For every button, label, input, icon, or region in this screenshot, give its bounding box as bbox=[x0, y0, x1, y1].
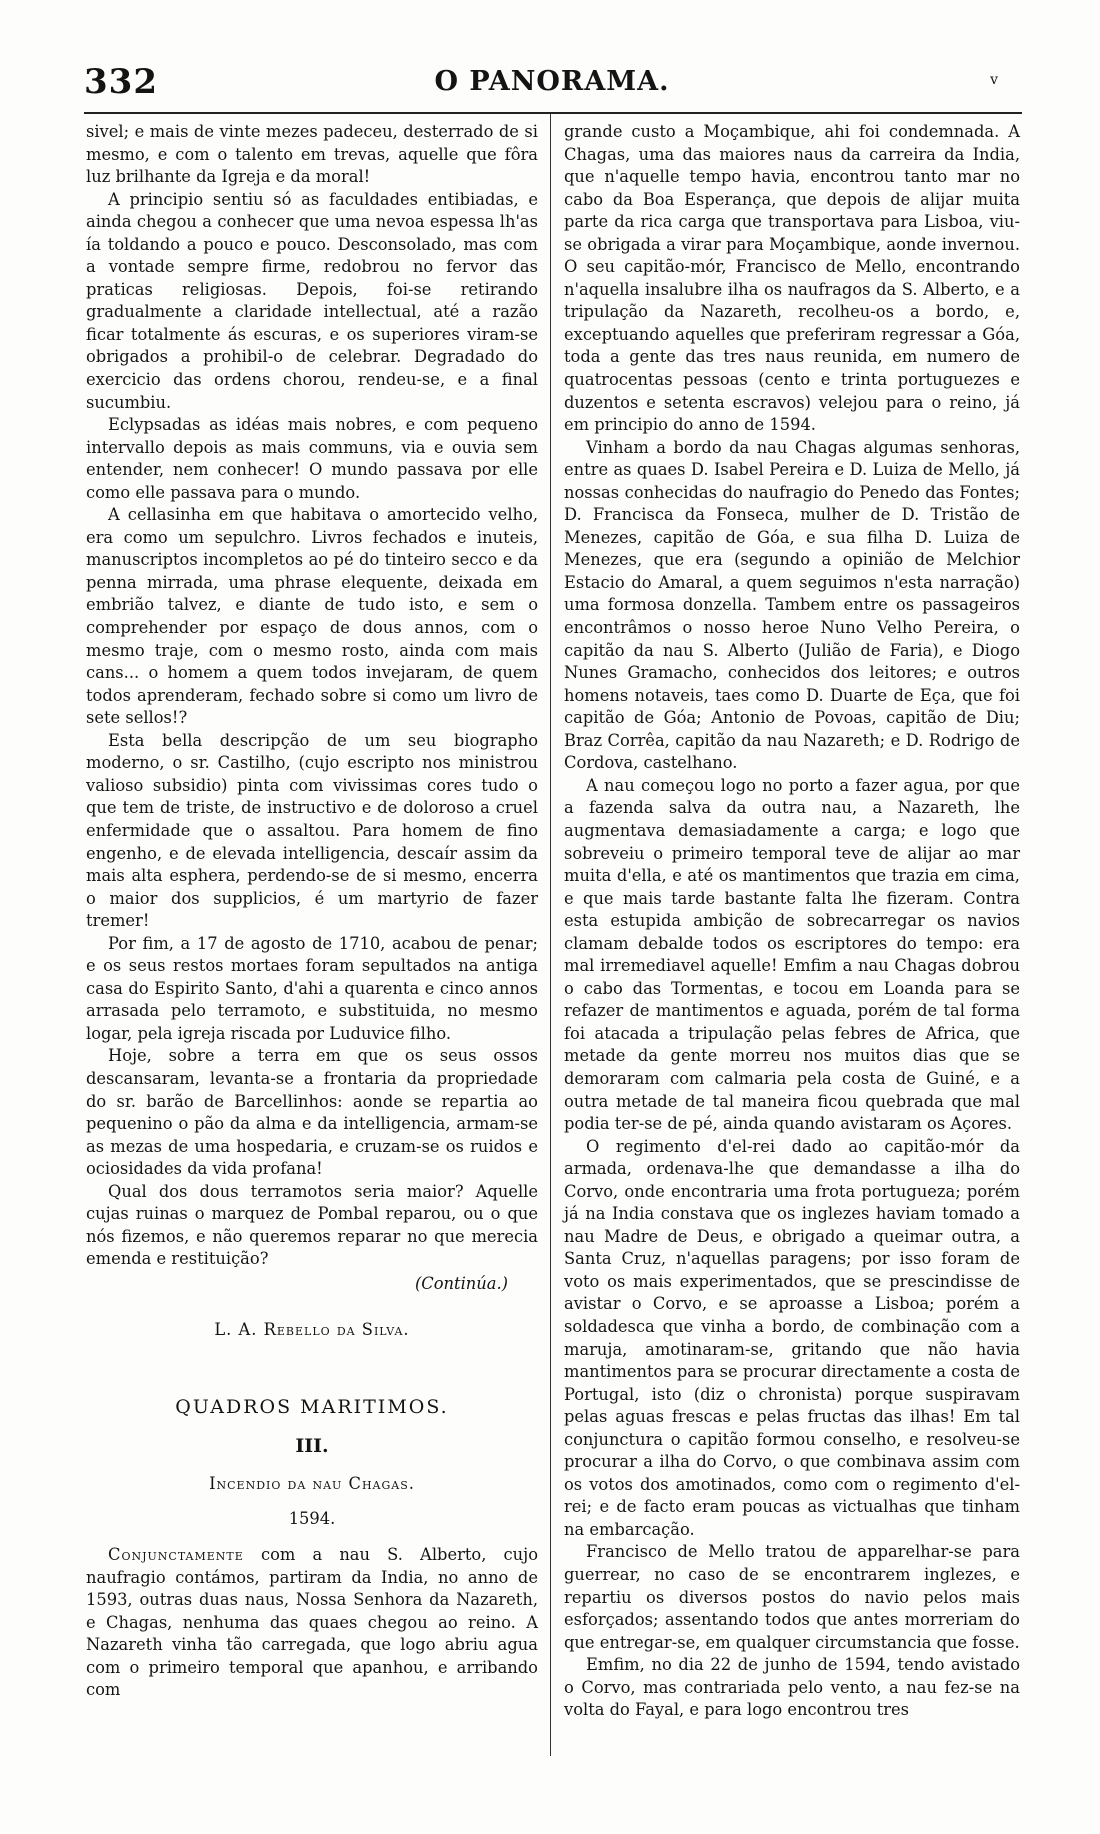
page-number: 332 bbox=[84, 62, 158, 102]
paragraph: Francisco de Mello tratou de apparelhar-se para guerrear, no caso de se encontrarem inglezes, e repartiu os diversos postos do navio pelos mais esforçados; assentando todos que antes morreriam do que entregar-se, em qualquer circumstancia que fosse. bbox=[564, 1542, 1020, 1652]
page-header bbox=[84, 62, 1020, 108]
right-column bbox=[564, 121, 1020, 1722]
paragraph: Hoje, sobre a terra em que os seus ossos descansaram, levanta-se a frontaria da propriedade do sr. barão de Barcellinhos: aonde se repartia ao pequenino o pão da alma e da intelligencia, armam-se as mezas de uma hospedaria, e cruzam-se os ruidos e ociosidades da vida profana! bbox=[86, 1046, 538, 1179]
paragraph: A nau começou logo no porto a fazer agua, por que a fazenda salva da outra nau, a Nazareth, lhe augmentava demasiadamente a carga; e logo que sobreveiu o primeiro temporal teve de alijar ao mar muita d'ella, e até os mantimentos que trazia em cima, e que mais tarde bastante falta lhe fizeram. Contra esta estupida ambição de sobrecarregar os navios clamam debalde todos os escriptores do tempo: era mal irremediavel aquelle! Emfim a nau Chagas dobrou o cabo das Tormentas, e tocou em Loanda para se refazer de mantimentos e aguada, porém de tal forma foi atacada a tripulação pelas febres de Africa, que metade da gente morreu nos muitos dias que se demoraram com calmaria pela costa de Guiné, e a outra metade de tal maneira ficou quebrada que mal podia ter-se de pé, ainda quando avistaram os Açores. bbox=[564, 775, 1020, 1134]
section-subtitle: Incendio da nau Chagas. bbox=[209, 1474, 415, 1494]
paragraph: Vinham a bordo da nau Chagas algumas senhoras, entre as quaes D. Isabel Pereira e D. Luiza de Mello, já nossas conhecidas do naufragio do Penedo das Fontes; D. Francisca da Fonseca, mulher de D. Tristão de Menezes, capitão de Góa, e sua filha D. Luiza de Menezes, que era (segundo a opinião de Melchior Estacio do Amaral, a quem seguimos n'esta narração) uma formosa donzella. Tambem entre os passageiros encontrâmos o nosso heroe Nuno Velho Pereira, o capitão da nau S. Alberto (Julião de Faria), e Diogo Nunes Gramacho, conhecidos dos leitores; e outros homens notaveis, taes como D. Duarte de Eça, que foi capitão de Góa; Antonio de Povoas, capitão de Diu; Braz Corrêa, capitão da nau Nazareth; e D. Rodrigo de Cordova, castelhano. bbox=[564, 437, 1020, 773]
header-mark: v bbox=[990, 72, 998, 88]
lead-word: Conjunctamente bbox=[108, 1545, 244, 1565]
paragraph: Esta bella descripção de um seu biographo moderno, o sr. Castilho, (cujo escripto nos ministrou valioso subsidio) pinta com vivissimas cores tudo o que tem de triste, de instructivo e de doloroso a cruel enfermidade que o assaltou. Para homem de fino engenho, e de elevada intelligencia, descaír assim da mais alta esphera, perdendo-se de si mesmo, encerra o maior dos supplicios, é um martyrio de fazer tremer! bbox=[86, 730, 538, 931]
paragraph: A principio sentiu só as faculdades entibiadas, e ainda chegou a conhecer que uma nevoa espessa lh'as ía toldando a pouco e pouco. Desconsolado, mas com a vontade sempre firme, redobrou no fervor das praticas religiosas. Depois, foi-se retirando gradualmente a claridade intellectual, até a razão ficar totalmente ás escuras, e os superiores viram-se obrigados a prohibil-o de celebrar. Degradado do exercicio das ordens chorou, rendeu-se, e a final sucumbiu. bbox=[86, 189, 538, 412]
paragraph-text: com a nau S. Alberto, cujo naufragio contámos, partiram da India, no anno de 1593, outras duas naus, Nossa Senhora da Nazareth, e Chagas, nenhuma das quaes chegou ao reino. A Nazareth vinha tão carregada, que logo abriu agua com o primeiro temporal que apanhou, e arribando com bbox=[86, 1545, 538, 1700]
paragraph: Emfim, no dia 22 de junho de 1594, tendo avistado o Corvo, mas contrariada pelo vento, a nau fez-se na volta do Fayal, e para logo encontrou tres bbox=[564, 1655, 1020, 1720]
paragraph: Qual dos dous terramotos seria maior? Aquelle cujas ruinas o marquez de Pombal reparou, ou o que nós fizemos, e não queremos reparar no que merecia emenda e restituição? bbox=[86, 1181, 538, 1269]
continua-note: (Continúa.) bbox=[414, 1273, 508, 1293]
paragraph: sivel; e mais de vinte mezes padeceu, desterrado de si mesmo, e com o talento em trevas, aquelle que fôra luz brilhante da Igreja e da moral! bbox=[86, 122, 538, 187]
paragraph bbox=[86, 1544, 538, 1702]
paragraph: O regimento d'el-rei dado ao capitão-mór da armada, ordenava-lhe que demandasse a ilha do Corvo, onde encontraria uma frota portugueza; porém já na India constava que os inglezes haviam tomado a nau Madre de Deus, e obrigado a queimar outra, a Santa Cruz, n'aquellas paragens; por isso foram de voto os mais experimentados, que se prescindisse de avistar o Corvo, e se aproasse a Lisboa; porém a soldadesca que vinha a bordo, de combinação com a maruja, amotinaram-se, gritando que não havia mantimentos para se procurar directamente a costa de Portugal, isto (diz o chronista) porque suspiravam pelas aguas frescas e pelas fructas das ilhas! Em tal conjunctura o capitão formou conselho, e resolveu-se procurar a ilha do Corvo, o que combinava assim com os votos dos amotinados, como com o regimento d'el-rei; e de facto eram poucas as victualhas que tinham na embarcação. bbox=[564, 1136, 1020, 1539]
section-year: 1594. bbox=[288, 1508, 336, 1528]
paragraph: A cellasinha em que habitava o amortecido velho, era como um sepulchro. Livros fechados e inuteis, manuscriptos incompletos ao pé do tinteiro secco e da penna mirrada, uma phrase elequente, deixada em embrião talvez, e diante de tudo isto, e sem o comprehender por espaço de dous annos, com o mesmo traje, com o mesmo rosto, ainda com mais cans... o homem a quem todos invejaram, de quem todos aprenderam, fechado sobre si como um livro de sete sellos!? bbox=[86, 505, 538, 728]
paragraph: Por fim, a 17 de agosto de 1710, acabou de penar; e os seus restos mortaes foram sepultados na antiga casa do Espirito Santo, d'ahi a quarenta e cinco annos arrasada pelo terramoto, e substituida, no mesmo logar, pela igreja riscada por Luduvice filho. bbox=[86, 933, 538, 1043]
paragraph: grande custo a Moçambique, ahi foi condemnada. A Chagas, uma das maiores naus da carreira da India, que n'aquelle tempo havia, encontrou tanto mar no cabo da Boa Esperança, que depois de alijar muita parte da rica carga que transportava para Lisboa, viu-se obrigada a virar para Moçambique, aonde invernou. O seu capitão-mór, Francisco de Mello, encontrando n'aquella insalubre ilha os naufragos da S. Alberto, e a tripulação da Nazareth, recolheu-os a bordo, e, exceptuando aquelles que preferiram regressar a Góa, toda a gente das tres naus reunida, em numero de quatrocentas pessoas (cento e trinta portuguezes e duzentos e setenta escravos) velejou para o reino, já em principio do anno de 1594. bbox=[564, 122, 1020, 435]
column-divider bbox=[550, 114, 551, 1756]
paragraph: Eclypsadas as idéas mais nobres, e com pequeno intervallo depois as mais communs, via e ouvia sem entender, nem conhecer! O mundo passava por elle como elle passava para o mundo. bbox=[86, 415, 538, 502]
section-title: QUADROS MARITIMOS. bbox=[175, 1395, 449, 1418]
running-title: O PANORAMA. bbox=[434, 66, 670, 97]
section-number: III. bbox=[295, 1434, 329, 1457]
left-column bbox=[86, 121, 538, 1702]
header-rule bbox=[84, 112, 1022, 114]
author-signature: L. A. Rebello da Silva. bbox=[214, 1320, 410, 1340]
